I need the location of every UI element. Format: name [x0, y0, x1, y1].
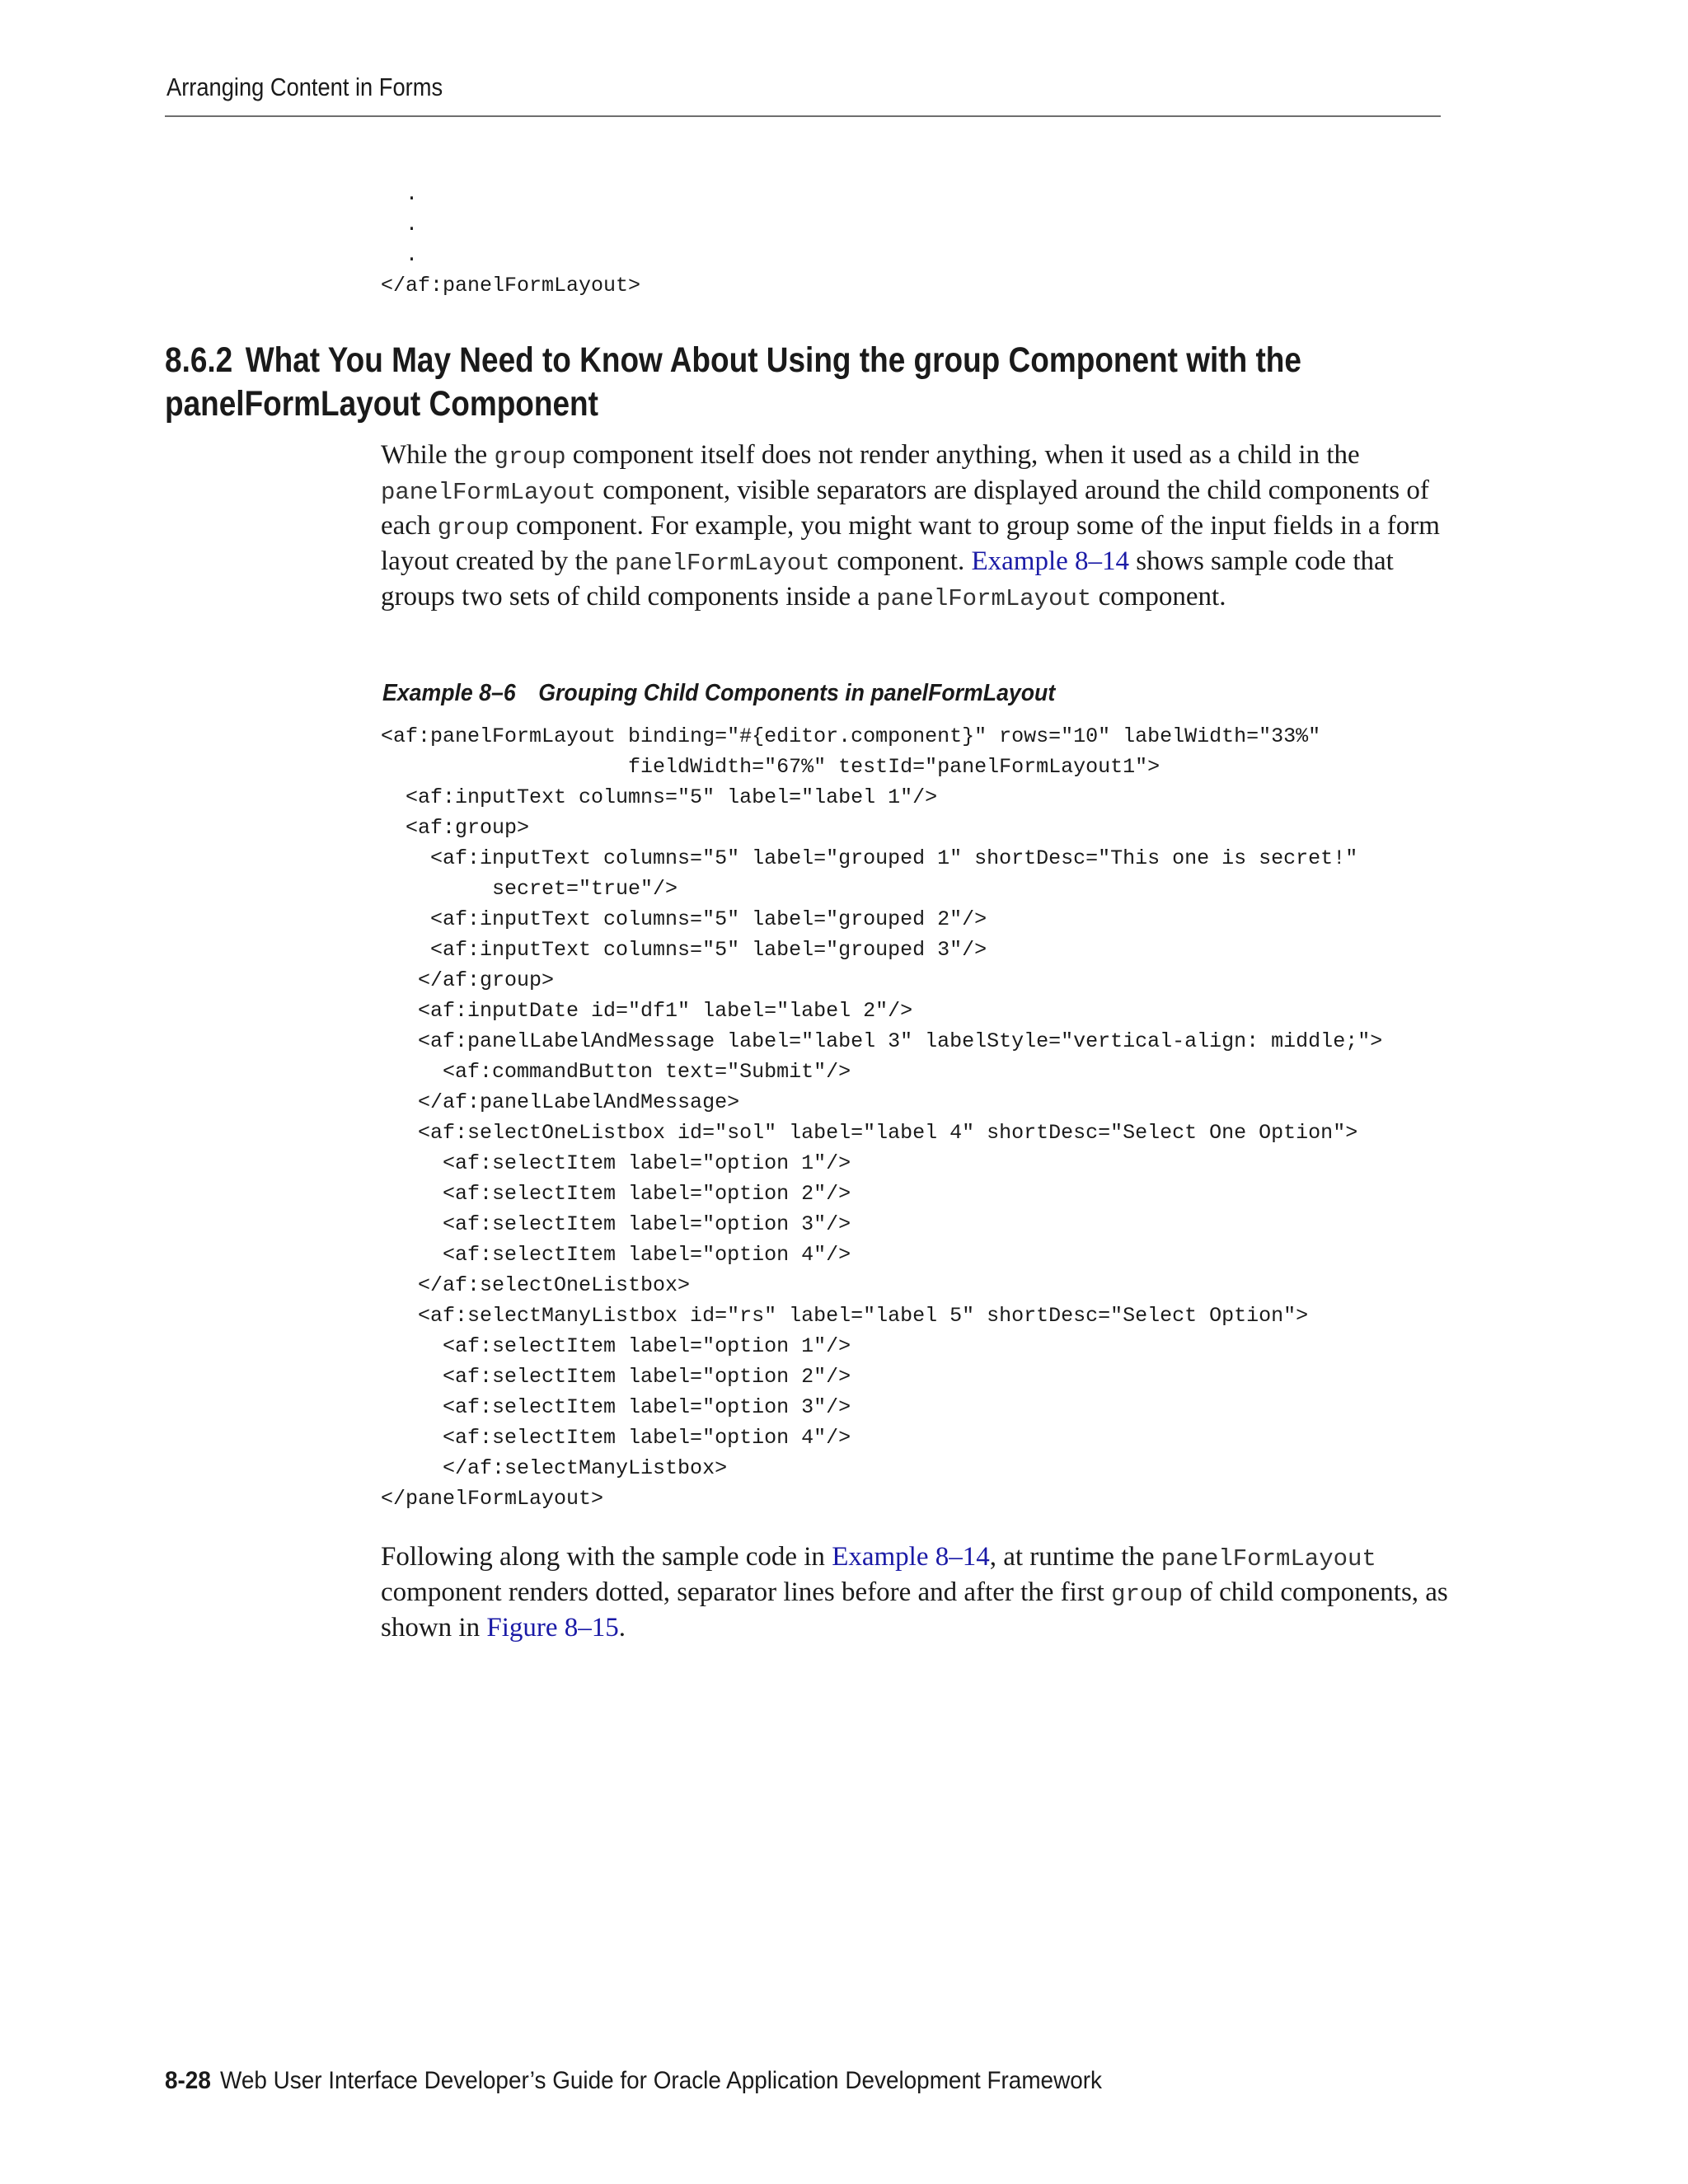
- para-text: shows sample code that groups two sets of child components inside a: [381, 546, 1394, 612]
- intro-paragraph: [381, 438, 1452, 616]
- figure-8-15-link[interactable]: Figure 8–15: [486, 1613, 619, 1643]
- para-text: component renders dotted, separator lines before and after the first: [381, 1577, 1112, 1607]
- followup-paragraph: [381, 1540, 1452, 1644]
- example-label: Example 8–6: [382, 680, 516, 706]
- book-title: Web User Interface Developer’s Guide for Oracle Application Development Framework: [220, 2067, 1102, 2094]
- running-header: Arranging Content in Forms: [166, 73, 443, 101]
- para-text: of child components, as shown in: [381, 1577, 1448, 1643]
- inline-code: group: [494, 443, 566, 471]
- example-code-block: <af:panelFormLayout binding="#{editor.component}" rows="10" labelWidth="33%" fieldWidth="67%" testId="panelFormLayout1"> <af:inputText columns="5" label="label 1"/> <af:group> <af:inputText columns="5" label="grouped 1" shortDesc="This one is secret!" secret="true"/> <af:inputText columns="5" label="grouped 2"/> <af:inputText columns="5" label="grouped 3"/> </af:group> <af:inputDate id="df1" label="label 2"/> <af:panelLabelAndMessage label="label 3" labelStyle="vertical-align: middle;"> <af:commandButton text="Submit"/> </af:panelLabelAndMessage> <af:selectOneListbox id="sol" label="label 4" shortDesc="Select One Option"> <af:selectItem label="option 1"/> <af:selectItem label="option 2"/> <af:selectItem label="option 3"/> <af:selectItem label="option 4"/> </af:selectOneListbox> <af:selectManyListbox id="rs" label="label 5" shortDesc="Select Option"> <af:selectItem label="option 1"/> <af:selectItem label="option 2"/> <af:selectItem label="option 3"/> <af:selectItem label="option 4"/> </af:selectManyListbox> </panelFormLayout>: [381, 724, 1383, 1511]
- example-8-14-link[interactable]: Example 8–14: [971, 546, 1130, 576]
- para-text: component.: [830, 546, 972, 576]
- page-footer: [165, 2067, 1102, 2095]
- para-text: .: [618, 1613, 626, 1643]
- section-title: What You May Need to Know About Using the group Component with the panelFormLayout Component: [165, 340, 1301, 424]
- inline-code: panelFormLayout: [1160, 1545, 1376, 1572]
- inline-code: panelFormLayout: [615, 550, 831, 577]
- example-title: Grouping Child Components in panelFormLayout: [538, 680, 1056, 706]
- para-text: While the: [381, 440, 495, 470]
- page-number: 8-28: [165, 2067, 211, 2094]
- example-8-14-link[interactable]: Example 8–14: [832, 1542, 990, 1572]
- section-number: 8.6.2: [165, 340, 233, 380]
- inline-code: group: [1111, 1581, 1184, 1608]
- para-text: component. For example, you might want to group some of the input fields in a form layout created by the: [381, 511, 1440, 576]
- example-caption: [382, 680, 1055, 707]
- para-text: component, visible separators are displayed around the child components of each: [381, 476, 1429, 541]
- inline-code: panelFormLayout: [381, 479, 597, 506]
- section-heading: [165, 339, 1370, 426]
- header-divider: [165, 115, 1441, 117]
- inline-code: panelFormLayout: [876, 585, 1092, 612]
- para-text: component.: [1091, 582, 1226, 612]
- para-text: , at runtime the: [989, 1542, 1161, 1572]
- para-text: Following along with the sample code in: [381, 1542, 832, 1572]
- para-text: component itself does not render anything, when it used as a child in the: [565, 440, 1360, 470]
- inline-code: group: [437, 514, 509, 541]
- code-fragment-top: . . . </af:panelFormLayout>: [381, 182, 641, 298]
